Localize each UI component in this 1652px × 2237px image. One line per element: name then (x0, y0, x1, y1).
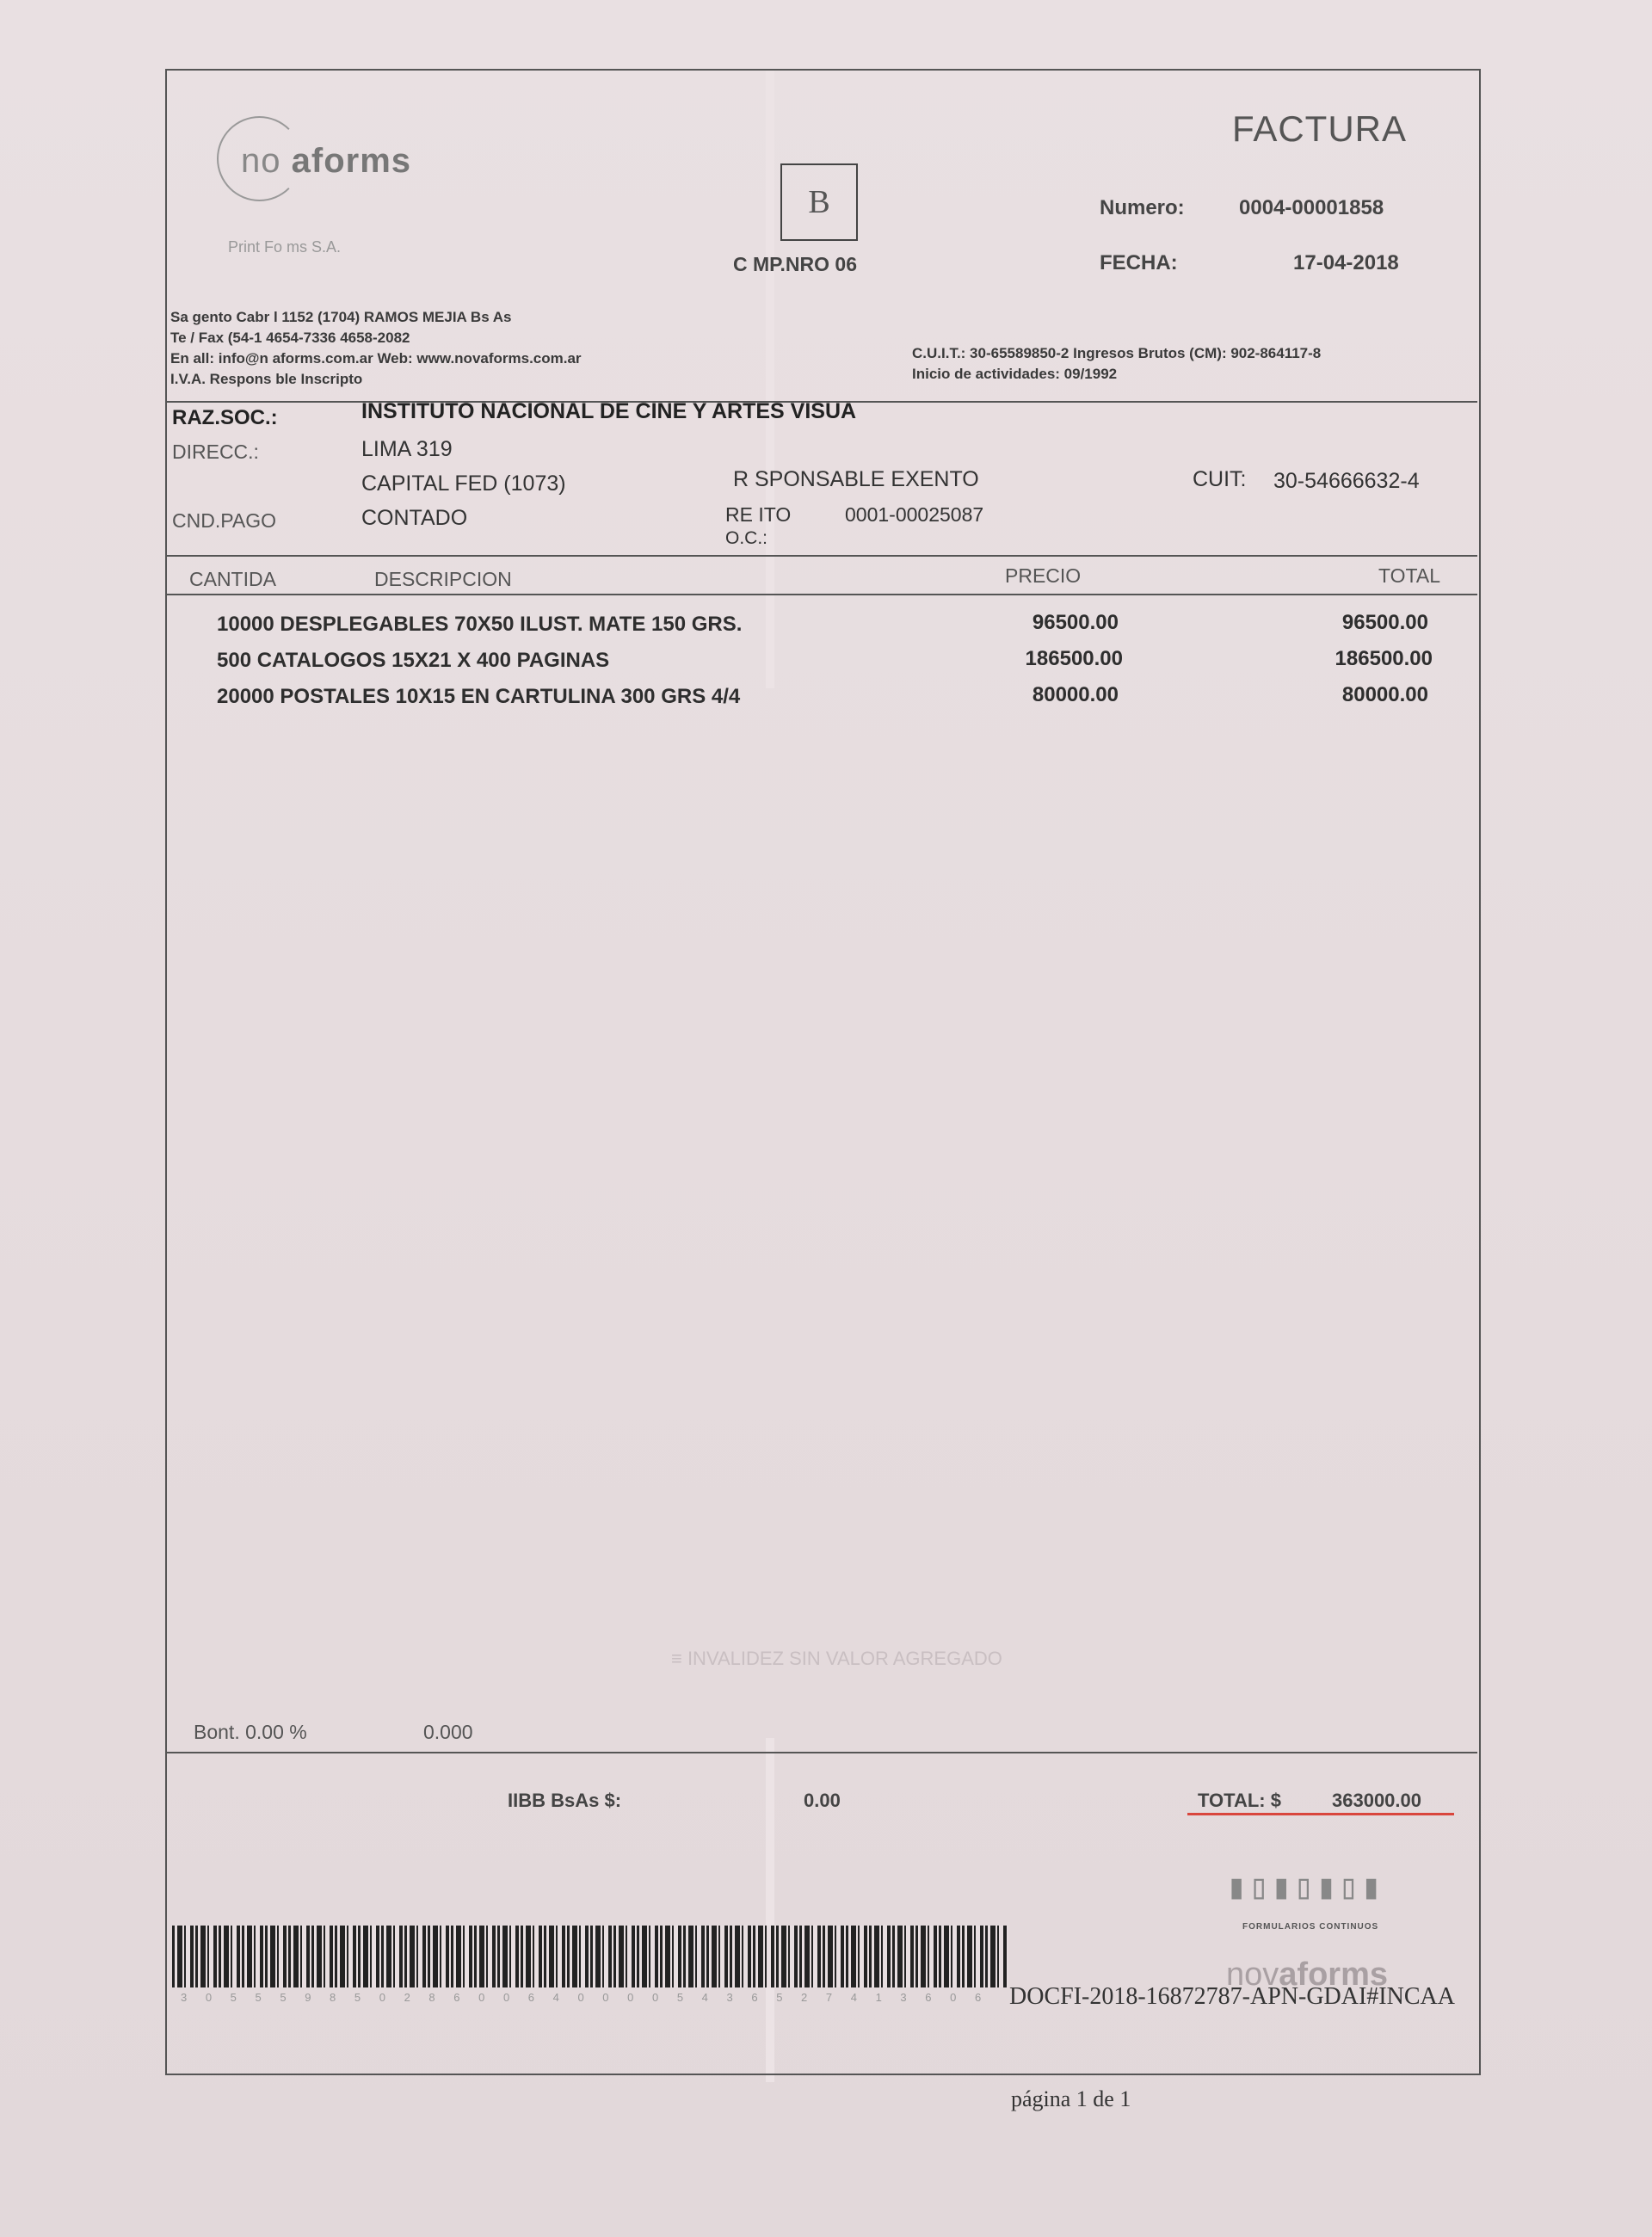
faint-watermark: ≡ INVALIDEZ SIN VALOR AGREGADO (671, 1648, 1002, 1669)
doc-reference: DOCFI-2018-16872787-APN-GDAI#INCAA (1009, 1983, 1455, 2010)
total-label: TOTAL: $ (1198, 1790, 1281, 1811)
remito-value: 0001-00025087 (845, 503, 984, 526)
logo-subtitle: Print Fo ms S.A. (228, 238, 342, 256)
fecha-label: FECHA: (1100, 251, 1178, 274)
total-value: 363000.00 (1332, 1790, 1421, 1811)
col-cantidad: CANTIDA (189, 568, 276, 590)
table-row-total: 96500.00 (1341, 611, 1428, 634)
remito-label: RE ITO (725, 503, 792, 526)
direcc-value-1: LIMA 319 (361, 437, 453, 461)
issuer-address: Sa gento Cabr l 1152 (1704) RAMOS MEJIA Bs As (170, 309, 512, 325)
direcc-label: DIRECC.: (172, 441, 259, 463)
brand-block-icon: ▮▯▮▯▮▯▮ (1226, 1870, 1384, 1909)
issuer-logo (217, 112, 484, 206)
razsoc-value: INSTITUTO NACIONAL DE CINE Y ARTES VISUA (361, 399, 857, 423)
divider (165, 555, 1477, 557)
col-descripcion: DESCRIPCION (374, 568, 512, 590)
numero-value: 0004-00001858 (1239, 196, 1384, 219)
divider (165, 594, 1477, 595)
table-row-desc: 10000 DESPLEGABLES 70X50 ILUST. MATE 150 GRS. (217, 613, 743, 636)
issuer-phone: Te / Fax (54-1 4654-7336 4658-2082 (170, 330, 410, 346)
col-precio: PRECIO (1005, 564, 1082, 587)
oc-label: O.C.: (725, 528, 768, 548)
col-total: TOTAL (1378, 564, 1440, 587)
brand-small-text: FORMULARIOS CONTINUOS (1242, 1922, 1379, 1932)
brand-logo: novaforms (1226, 1957, 1388, 1993)
fecha-value: 17-04-2018 (1293, 251, 1399, 274)
bonif-value: 0.000 (423, 1721, 473, 1743)
total-underline (1187, 1813, 1454, 1815)
issuer-cuit: C.U.I.T.: 30-65589850-2 Ingresos Brutos (CM): 902-864117-8 (912, 345, 1322, 361)
table-row-desc: 500 CATALOGOS 15X21 X 400 PAGINAS (217, 649, 610, 672)
table-row-precio: 96500.00 (1032, 611, 1119, 634)
numero-label: Numero: (1100, 196, 1185, 219)
razsoc-label: RAZ.SOC.: (172, 406, 278, 429)
direcc-value-2: CAPITAL FED (1073) (361, 471, 566, 496)
page-number: página 1 de 1 (1011, 2086, 1131, 2111)
comp-number: C MP.NRO 06 (733, 253, 858, 275)
iibb-label: IIBB BsAs $: (508, 1790, 622, 1811)
invoice-frame (165, 69, 1481, 2075)
cndpago-value: CONTADO (361, 506, 468, 530)
table-row-total: 186500.00 (1335, 647, 1433, 670)
table-row-precio: 186500.00 (1025, 647, 1123, 670)
cuit-label: CUIT: (1193, 467, 1247, 491)
table-row-desc: 20000 POSTALES 10X15 EN CARTULINA 300 GRS 4/4 (217, 685, 741, 708)
logo-text: no aforms (241, 142, 412, 180)
iva-condition: R SPONSABLE EXENTO (733, 467, 979, 491)
issuer-inicio: Inicio de actividades: 09/1992 (912, 366, 1118, 382)
cndpago-label: CND.PAGO (172, 509, 276, 532)
divider (165, 1752, 1477, 1753)
iibb-value: 0.00 (804, 1790, 841, 1811)
table-row-precio: 80000.00 (1032, 683, 1119, 706)
issuer-email: En all: info@n aforms.com.ar Web: www.novaforms.com.ar (170, 350, 582, 367)
barcode (172, 1926, 1008, 1987)
issuer-iva: I.V.A. Respons ble Inscripto (170, 371, 363, 387)
invoice-letter: B (780, 163, 858, 241)
document-type: FACTURA (1232, 108, 1408, 149)
barcode-digits: 3 0 5 5 5 9 8 5 0 2 8 6 0 0 6 4 0 0 0 0 5 4 3 6 5 2 7 4 1 3 6 0 6 (181, 1991, 989, 2004)
table-row-total: 80000.00 (1341, 683, 1428, 706)
cuit-value: 30-54666632-4 (1273, 469, 1420, 493)
bonif-label: Bont. 0.00 % (194, 1721, 307, 1743)
